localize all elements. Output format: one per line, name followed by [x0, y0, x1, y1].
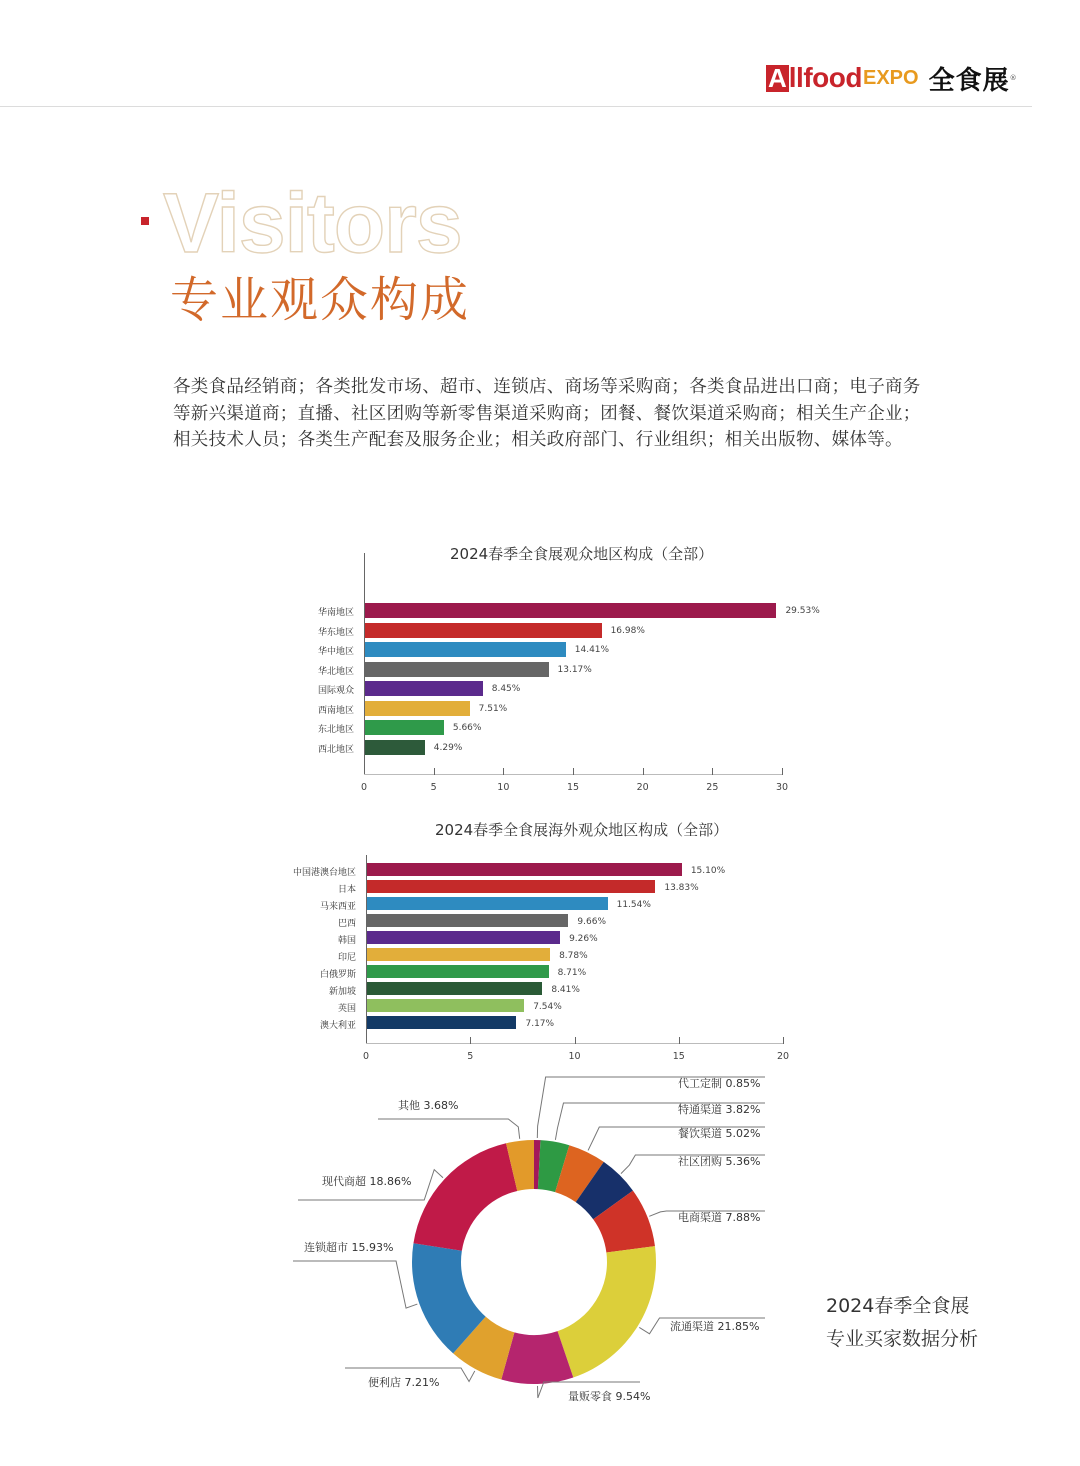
title-chinese: 专业观众构成 — [170, 272, 471, 328]
category-label: 韩国 — [337, 936, 356, 946]
x-tick-label: 5 — [467, 1051, 474, 1062]
donut-label: 现代商超 18.86% — [322, 1175, 412, 1188]
category-label: 华东地区 — [317, 627, 354, 638]
category-label: 国际观众 — [317, 686, 354, 696]
logo-chinese-text: 全食展 — [928, 65, 1010, 96]
category-label: 白俄罗斯 — [319, 970, 356, 980]
value-label: 8.71% — [557, 968, 587, 978]
x-tick-label: 0 — [362, 1051, 370, 1062]
value-label: 15.10% — [690, 866, 726, 876]
x-tick-label: 10 — [568, 1051, 581, 1062]
x-tick-label: 30 — [775, 782, 789, 793]
x-tick-label: 0 — [360, 782, 368, 793]
value-label: 14.41% — [574, 645, 610, 655]
value-label: 9.26% — [569, 934, 598, 944]
donut-label: 餐饮渠道 5.02% — [678, 1127, 761, 1140]
x-tick-label: 20 — [776, 1051, 790, 1062]
leader-line — [378, 1119, 520, 1139]
value-label: 8.45% — [491, 684, 521, 694]
registered-mark: ® — [1009, 74, 1017, 82]
category-label: 日本 — [337, 885, 356, 895]
category-label: 华中地区 — [317, 647, 354, 657]
value-label: 7.17% — [525, 1019, 555, 1029]
category-label: 西北地区 — [317, 744, 354, 755]
donut-label: 代工定制 0.85% — [678, 1077, 761, 1090]
logo-a-mark: A — [768, 62, 787, 93]
category-label: 中国港澳台地区 — [292, 868, 356, 878]
value-label: 7.54% — [533, 1002, 562, 1012]
donut-label: 便利店 7.21% — [368, 1376, 440, 1389]
intro-paragraph: 各类食品经销商；各类批发市场、超市、连锁店、商场等采购商；各类食品进出口商；电子商务等新兴渠道商；直播、社区团购等新零售渠道采购商；团餐、餐饮渠道采购商；相关生产企业；相关技术人员；各类生产配套及服务企业；相关政府部门、行业组织；相关出版物、媒体等。 — [173, 377, 921, 450]
donut-label: 社区团购 5.36% — [678, 1155, 761, 1168]
side-note-line2: 专业买家数据分析 — [826, 1328, 979, 1350]
value-label: 7.51% — [478, 703, 508, 714]
donut-label: 电商渠道 7.88% — [678, 1211, 761, 1224]
value-label: 5.66% — [452, 723, 482, 733]
value-label: 13.17% — [557, 664, 592, 675]
donut-segment — [413, 1143, 517, 1251]
value-label: 4.29% — [433, 742, 463, 753]
logo-expo-text: EXPO — [862, 66, 919, 89]
value-label: 8.78% — [559, 951, 588, 961]
donut-label: 流通渠道 21.85% — [670, 1320, 760, 1333]
donut-segment — [558, 1246, 656, 1377]
side-note-line1: 2024春季全食展 — [826, 1295, 970, 1317]
title-english: Visitors — [163, 176, 462, 270]
x-tick-label: 5 — [430, 782, 437, 793]
chart-title: 2024春季全食展海外观众地区构成（全部） — [435, 821, 729, 839]
x-tick-label: 25 — [706, 782, 719, 793]
donut-label: 其他 3.68% — [398, 1099, 459, 1112]
category-label: 澳大利亚 — [319, 1021, 356, 1031]
leader-line — [293, 1261, 417, 1308]
donut-label: 特通渠道 3.82% — [678, 1103, 761, 1116]
category-label: 马来西亚 — [319, 902, 356, 912]
category-label: 华南地区 — [317, 608, 354, 618]
category-label: 印尼 — [337, 953, 356, 963]
category-label: 西南地区 — [317, 705, 354, 716]
category-label: 英国 — [337, 1004, 356, 1014]
x-tick-label: 20 — [636, 782, 649, 793]
donut-label: 连锁超市 15.93% — [304, 1241, 394, 1254]
donut-side-note — [826, 1290, 978, 1356]
value-label: 8.41% — [551, 985, 580, 995]
category-label: 东北地区 — [317, 725, 354, 735]
category-label: 华北地区 — [317, 666, 354, 677]
x-tick-label: 15 — [672, 1051, 685, 1062]
x-tick-label: 15 — [566, 782, 580, 793]
donut-label: 量贩零食 9.54% — [568, 1390, 651, 1403]
value-label: 29.53% — [785, 606, 820, 616]
category-label: 新加坡 — [328, 987, 356, 997]
x-tick-label: 10 — [497, 782, 510, 793]
category-label: 巴西 — [337, 919, 356, 929]
value-label: 13.83% — [664, 883, 699, 893]
logo-food-text: llfood — [788, 62, 862, 93]
value-label: 11.54% — [616, 900, 651, 910]
value-label: 9.66% — [577, 917, 606, 927]
chart-title: 2024春季全食展观众地区构成（全部） — [450, 545, 714, 563]
value-label: 16.98% — [610, 625, 645, 636]
